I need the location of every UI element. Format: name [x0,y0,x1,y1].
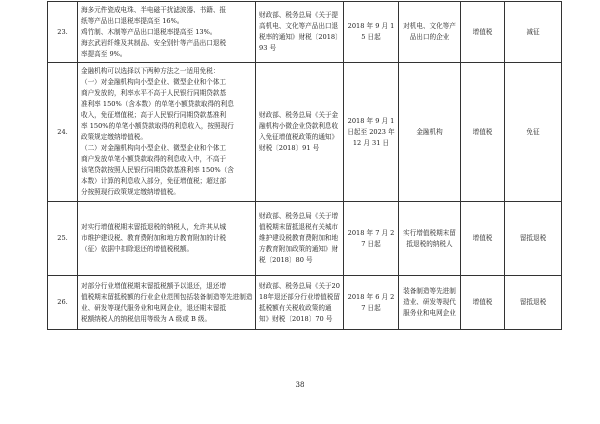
row-number: 24. [48,63,78,202]
row-number: 26. [48,276,78,330]
relief-type: 减征 [505,2,562,63]
policy-basis: 财政部、税务总局《关于金融机构小微企业贷款利息收入免征增值税政策的通知》财税〔2018〕91 号 [256,63,344,202]
content-line: 业、研发等现代服务业和电网企业，退还期末留抵 [81,303,227,312]
content-line: 率 150%的单笔小额贷款取得的利息收入，按照现行 [81,122,234,130]
beneficiary: 装备制造等先进制造业、研发等现代服务业和电网企业 [399,276,461,330]
effective-date: 2018 年 9 月 15 日起 [344,2,399,63]
content-line: 该笔贷款按照人民银行同期贷款基准利率 150%（含 [81,166,234,174]
content-line: （二）对金融机构向小型企业、微型企业和个体工 [81,144,227,152]
beneficiary: 金融机构 [399,63,461,202]
page-number: 38 [295,381,305,389]
content-line: 纸等产品出口退税率提高至 16%。 [81,16,184,25]
content-line: 本数）计算的利息收入部分，免征增值税；超过部 [81,177,227,185]
content-line: 对部分行业增值税期末留抵税额予以退还，退还增 [81,281,227,290]
row-number: 25. [48,202,78,276]
policy-basis: 财政部、税务总局《关于增值税期末留抵退税有关城市维护建设税教育费附加和地方教育附加政策的通知》财税〔2018〕80 号 [256,202,344,276]
beneficiary: 实行增值税期末留抵退税的纳税人 [399,202,461,276]
tax-type: 增值税 [461,2,505,63]
table-row [48,276,562,330]
content-line: （一）对金融机构向小型企业、微型企业和个体工 [81,78,227,86]
table-row [48,202,562,276]
content-line: 鸡竹制、木制等产品出口退税率提高至 13%。 [81,27,217,36]
relief-type: 留抵退税 [505,276,562,330]
policy-content [78,63,256,202]
content-line: 值税期末留抵税额的行业企业范围包括装备制造等先进制造 [81,292,253,301]
table-row [48,63,562,202]
content-line: 分按照现行政策规定缴纳增值税。 [81,188,180,196]
row-number: 23. [48,2,78,63]
content-line: 税额纳税人的纳税信用等级为 A 级或 B 级。 [81,314,212,323]
policy-content [78,2,256,63]
table-row [48,2,562,63]
content-line: 率提高至 9%。 [81,49,127,58]
policy-basis: 财政部、税务总局《关于提高机电、文化等产品出口退税率的通知》财税〔2018〕93 号 [256,2,344,63]
tax-type: 增值税 [461,276,505,330]
content-line: （征）依据中扣除退还的增值税税额。 [81,245,194,253]
content-line: 市维护建设税、教育费附加和地方教育附加的计税 [81,234,227,242]
content-line: 商户发放单笔小额贷款取得的利息收入中，不高于 [81,155,227,163]
content-line: 海玄武岩纤维及其制品、安全别针等产品出口退税 [81,38,227,47]
policy-basis: 财政部、税务总局《关于2018年退还部分行业增值税留抵税额有关税收政策的通知》财税〔2018〕70 号 [256,276,344,330]
content-line: 海多元件瓷成电珠、半电磁干扰滤波器、书籍、报 [81,5,227,14]
content-line: 金融机构可以选择以下两种方法之一适用免税： [81,67,220,75]
effective-date: 2018 年 6 月 27 日起 [344,276,399,330]
relief-type: 留抵退税 [505,202,562,276]
tax-type: 增值税 [461,63,505,202]
tax-type: 增值税 [461,202,505,276]
content-line: 政策规定缴纳增值税。 [81,133,147,141]
beneficiary: 对机电、文化等产品出口的企业 [399,2,461,63]
effective-date: 2018 年 9 月 1 日起至 2023 年 12 月 31 日 [344,63,399,202]
content-line: 商户发放的，利率水平不高于人民银行同期贷款基 [81,89,227,97]
relief-type: 免征 [505,63,562,202]
policy-content [78,276,256,330]
policy-content [78,202,256,276]
content-line: 收入，免征增值税；高于人民银行同期贷款基准利 [81,111,227,119]
content-line: 对实行增值税期末留抵退税的纳税人，允许其从城 [81,223,227,231]
policy-table [47,1,562,330]
content-line: 准利率 150%（含本数）的单笔小额贷款取得的利息 [81,100,234,108]
effective-date: 2018 年 7 月 27 日起 [344,202,399,276]
